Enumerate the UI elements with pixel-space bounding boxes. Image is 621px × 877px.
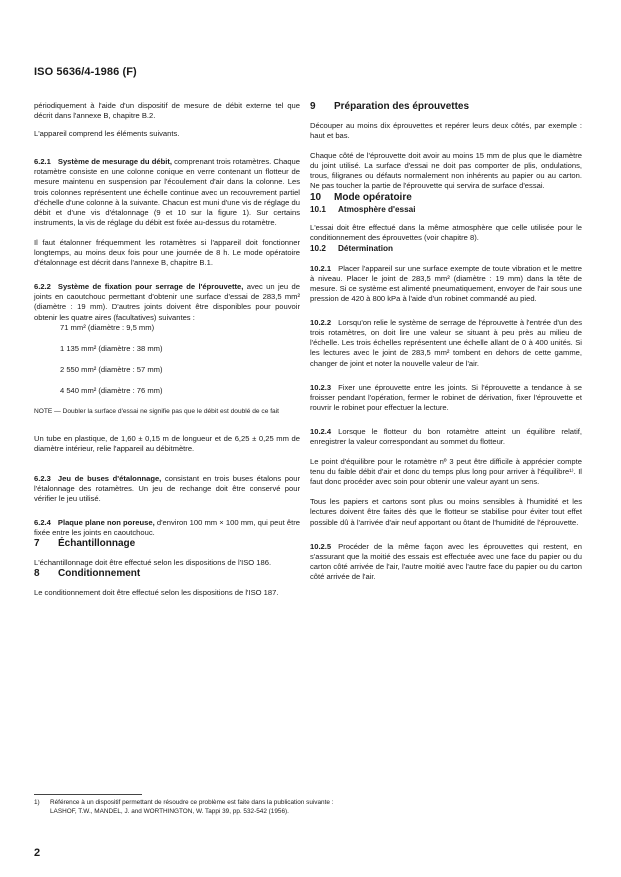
subsection-title: Détermination — [338, 243, 394, 253]
clause-10-2-5 — [310, 542, 582, 582]
paragraph: L'essai doit être effectué dans la même atmosphère que celle utilisée pour le conditionnement des éprouvettes (voir chapitre 8). — [310, 222, 582, 242]
list-item: 4 540 mm² (diamètre : 76 mm) — [60, 385, 163, 395]
section-title: Échantillonnage — [58, 538, 136, 550]
clause-text: Lorsque le flotteur du bon rotamètre atteint un équilibre relatif, enregistrer la valeur correspondant au sommet du flotteur. — [310, 426, 582, 446]
clause-text: Procéder de la même façon avec les éprouvettes qui restent, en s'assurant que la moitié des essais est effectuée avec une face du papier ou du carton côté arrivée de l'air, l'autre moitié avec l'autre face du papier ou du carton côté arrivée de l'air. — [310, 541, 582, 581]
paragraph: L'échantillonnage doit être effectué selon les dispositions de l'ISO 186. — [34, 558, 272, 568]
paragraph: Tous les papiers et cartons sont plus ou moins sensibles à l'humidité et les lectures doivent être faites dès que le flotteur se stabilise pour éviter tout effet possible dû à l'arrivée d'air neuf apportant ou ôtant de l'humidité de l'éprouvette. — [310, 497, 582, 527]
footnote — [34, 798, 574, 816]
section-heading-7 — [34, 538, 300, 550]
subsection-number: 10.1 — [310, 204, 326, 214]
footnote-mark: 1) — [34, 799, 40, 806]
paragraph: Chaque côté de l'éprouvette doit avoir au moins 15 mm de plus que le diamètre du joint utilisé. La surface d'essai ne doit pas comporter de plis, ondulations, trous, filigranes ou défauts normalement non inhérents au papier ou au carton. Ne pas toucher la partie de l'éprouvette qui servira de surface d'essai. — [310, 151, 582, 191]
right-column — [310, 101, 582, 582]
paragraph: Le point d'équilibre pour le rotamètre nº 3 peut être difficile à apprécier compte tenu du faible débit d'air et donc du temps plus long pour arriver à l'équilibre¹⁾. Il faut donc procéder avec soin pour obtenir une valeur ayant un sens. — [310, 457, 582, 487]
clause-title: Système de fixation pour serrage de l'éprouvette, — [57, 282, 244, 292]
clause-number: 6.2.4 — [34, 518, 51, 528]
clause-title: Plaque plane non poreuse, — [57, 518, 155, 528]
clause-number: 10.2.2 — [310, 318, 332, 328]
paragraph: Découper au moins dix éprouvettes et repérer leurs deux côtés, par exemple : haut et bas. — [310, 121, 582, 141]
clause-text: comprenant trois rotamètres. Chaque rotamètre consiste en une colonne conique en verre contenant un flotteur de mesure maintenu en suspension par l'écoulement d'air dans la colonne. Les trois colonnes représentent une échelle continue avec un recouvrement partiel d'échelle d'une colonne à la suivante. Chacun est muni d'une vis de réglage du débit et d'une vis d'étalonnage (9 et 10 sur la figure 1). Sur certains instruments, la vis de réglage du débit est fixée au-dessus du rotamètre. — [34, 157, 300, 227]
clause-number: 6.2.3 — [34, 473, 51, 483]
clause-10-2-3 — [310, 383, 582, 413]
page-number: 2 — [34, 847, 41, 859]
subsection-title: Atmosphère d'essai — [338, 204, 416, 214]
list-item: 71 mm² (diamètre : 9,5 mm) — [60, 322, 155, 332]
subsection-heading-10-2 — [310, 243, 582, 254]
clause-title: Jeu de buses d'étalonnage, — [57, 473, 162, 483]
section-heading-8 — [34, 568, 300, 580]
subsection-heading-10-1 — [310, 204, 582, 215]
section-title: Mode opératoire — [334, 191, 412, 203]
list-item: 2 550 mm² (diamètre : 57 mm) — [60, 364, 163, 374]
section-number: 8 — [34, 568, 40, 580]
intro-paragraph: L'appareil comprend les éléments suivants. — [34, 129, 180, 139]
clause-text: Fixer une éprouvette entre les joints. Si l'éprouvette a tendance à se froisser pendant l'opération, fermer le robinet de dérivation, fixer l'éprouvette et rouvrir le robinet pour effectuer la lecture. — [310, 382, 582, 412]
clause-number: 10.2.3 — [310, 382, 332, 392]
paragraph: Il faut étalonner fréquemment les rotamètres si l'appareil doit fonctionner longtemps, au moins deux fois pour une journée de 8 h. Le mode opératoire d'étalonnage est décrit dans l'annexe B, chapitre B.1. — [34, 237, 300, 268]
left-column — [34, 101, 300, 598]
clause-number: 6.2.1 — [34, 157, 51, 167]
clause-title: Système de mesurage du débit, — [57, 157, 172, 167]
area-list — [34, 323, 300, 396]
paragraph: Le conditionnement doit être effectué selon les dispositions de l'ISO 187. — [34, 588, 279, 598]
section-number: 10 — [310, 191, 322, 203]
clause-text: Placer l'appareil sur une surface exempte de toute vibration et le mettre à niveau. Placer le joint de 283,5 mm² (diamètre : 19 mm) dans la tête de mesure. Si ce système est alimenté pneumatiquement, envoyer de l'air sous une pression de 420 à 800 kPa à l'aide d'un robinet commandé au pied. — [310, 263, 582, 304]
clause-10-2-4 — [310, 427, 582, 447]
footnote-line — [34, 798, 574, 807]
section-title: Préparation des éprouvettes — [334, 101, 470, 112]
clause-text: consistant en trois buses étalons pour l'étalonnage des rotamètres. Un jeu de rechange doit être conservé pour vérifier le jeu utilisé. — [34, 473, 300, 503]
section-heading-9 — [310, 101, 582, 113]
clause-text: avec un jeu de joints en caoutchouc permettant d'obtenir une surface d'essai de 283,5 mm² (diamètre : 19 mm). D'autres joints doivent être disponibles pour pouvoir obtenir les quatre aires (facultatives) suivantes : — [34, 282, 300, 322]
subsection-number: 10.2 — [310, 243, 326, 253]
footnote-reference: LASHOF, T.W., MANDEL, J. and WORTHINGTON, W. Tappi 39, pp. 532-542 (1956). — [50, 808, 289, 815]
intro-paragraph: périodiquement à l'aide d'un dispositif de mesure de débit externe tel que décrit dans l'annexe B, chapitre B.2. — [34, 101, 300, 121]
section-number: 9 — [310, 101, 316, 112]
clause-6-2-4 — [34, 518, 300, 538]
clause-number: 6.2.2 — [34, 282, 51, 292]
clause-6-2-1 — [34, 157, 300, 228]
clause-number: 10.2.4 — [310, 426, 332, 436]
clause-10-2-2 — [310, 318, 582, 368]
clause-text: d'environ 100 mm × 100 mm, qui peut être fixée entre les joints en caoutchouc. — [34, 518, 300, 538]
clause-text: Lorsqu'on relie le système de serrage de l'éprouvette à l'entrée d'un des trois rotamètres, on doit lire une valeur se situant à peu près au milieu de l'échelle. Les trois échelles représentent une échelle allant de 0 à 400 unités. Si les lectures avec le joint de 283,5 mm² tombent en dehors de cette gamme, changer de joint et noter la nouvelle valeur de l'air. — [310, 318, 582, 368]
footnote-text: Référence à un dispositif permettant de résoudre ce problème est faite dans la publication suivante : — [50, 799, 334, 806]
clause-number: 10.2.5 — [310, 541, 332, 551]
clause-10-2-1 — [310, 264, 582, 304]
note: NOTE — Doubler la surface d'essai ne signifie pas que le débit est doublé de ce fait — [34, 407, 279, 415]
section-number: 7 — [34, 538, 40, 550]
page-header: ISO 5636/4-1986 (F) — [34, 66, 137, 78]
clause-6-2-3 — [34, 474, 300, 504]
paragraph: Un tube en plastique, de 1,60 ± 0,15 m de longueur et de 6,25 ± 0,25 mm de diamètre intérieur, relie l'appareil au débitmètre. — [34, 433, 300, 453]
list-item: 1 135 mm² (diamètre : 38 mm) — [60, 343, 163, 353]
section-title: Conditionnement — [58, 568, 141, 580]
section-heading-10 — [310, 192, 582, 204]
clause-number: 10.2.1 — [310, 263, 332, 273]
footnote-divider — [34, 794, 142, 795]
clause-6-2-2 — [34, 282, 300, 322]
